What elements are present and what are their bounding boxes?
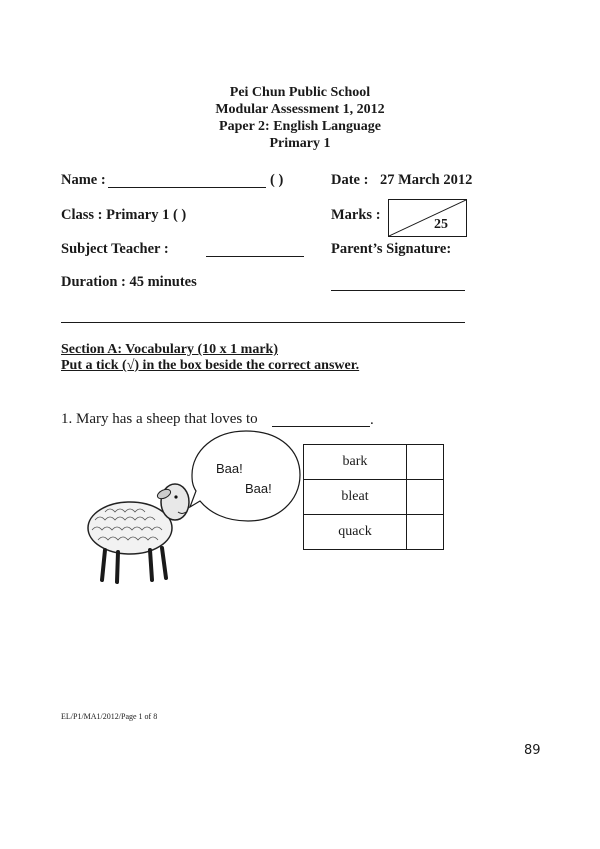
- teacher-label: Subject Teacher :: [61, 241, 169, 257]
- option-row: [304, 515, 444, 550]
- divider-line: [61, 322, 465, 323]
- question-1-text: 1. Mary has a sheep that loves to: [61, 411, 258, 427]
- question-1-period: .: [370, 412, 374, 428]
- school-name: Pei Chun Public School: [229, 85, 371, 100]
- option-tick-box[interactable]: [407, 445, 444, 480]
- page-number: 89: [524, 743, 541, 758]
- option-tick-box[interactable]: [407, 480, 444, 515]
- bubble-text-1: Baa!: [216, 461, 243, 476]
- marks-label: Marks :: [331, 207, 381, 223]
- option-tick-box[interactable]: [407, 515, 444, 550]
- sheep-icon: [80, 470, 200, 590]
- teacher-line[interactable]: [206, 256, 304, 257]
- assessment-title: Modular Assessment 1, 2012: [215, 102, 385, 117]
- register-number-paren: ( ): [270, 172, 284, 188]
- option-label: bleat: [304, 480, 407, 515]
- bubble-text-2: Baa!: [245, 481, 272, 496]
- footer-code: EL/P1/MA1/2012/Page 1 of 8: [61, 712, 158, 721]
- date-label: Date :: [331, 172, 369, 188]
- option-label: bark: [304, 445, 407, 480]
- marks-box: [388, 199, 467, 237]
- level-title: Primary 1: [269, 136, 331, 151]
- parent-signature-line[interactable]: [331, 290, 465, 291]
- marks-diagonal-line: [389, 200, 466, 236]
- parent-signature-label: Parent’s Signature:: [331, 241, 452, 257]
- option-row: [304, 445, 444, 480]
- section-title: Section A: Vocabulary (10 x 1 mark): [61, 342, 278, 357]
- section-instruction: Put a tick (√) in the box beside the correct answer.: [61, 358, 360, 373]
- speech-bubble-icon: [186, 427, 306, 527]
- options-table: [303, 444, 444, 550]
- name-label: Name :: [61, 172, 106, 188]
- duration-label: Duration : 45 minutes: [61, 274, 197, 290]
- paper-title: Paper 2: English Language: [219, 119, 381, 134]
- name-line[interactable]: [108, 187, 266, 188]
- class-label: Class : Primary 1 ( ): [61, 207, 187, 223]
- option-row: [304, 480, 444, 515]
- date-value: 27 March 2012: [380, 172, 473, 188]
- option-label: quack: [304, 515, 407, 550]
- marks-total: 25: [434, 217, 448, 232]
